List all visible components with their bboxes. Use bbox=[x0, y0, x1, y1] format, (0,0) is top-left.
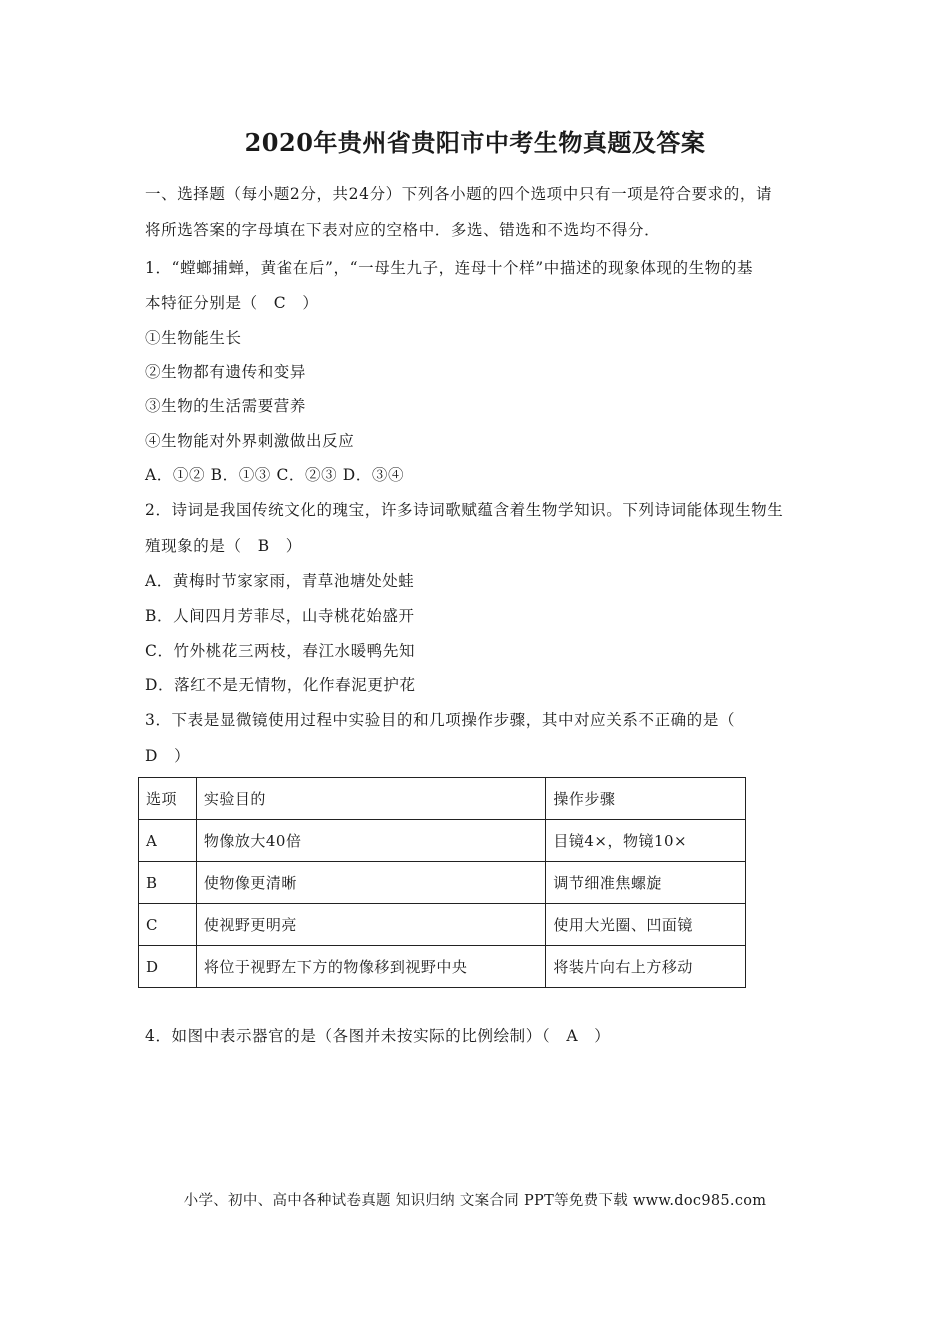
question-4-stem: 4．如图中表示器官的是（各图并未按实际的比例绘制）（ A ） bbox=[145, 1027, 611, 1045]
section-intro-line-2: 将所选答案的字母填在下表对应的空格中．多选、错选和不选均不得分． bbox=[145, 221, 661, 239]
question-1-statement-2: ②生物都有遗传和变异 bbox=[145, 363, 307, 381]
table-cell: A bbox=[139, 820, 197, 862]
question-1-stem-line-2: 本特征分别是（ C ） bbox=[145, 294, 319, 312]
question-1-statement-1: ①生物能生长 bbox=[145, 329, 242, 347]
page-title: 2020年贵州省贵阳市中考生物真题及答案 bbox=[244, 128, 706, 157]
question-2-stem-line-1: 2．诗词是我国传统文化的瑰宝，许多诗词歌赋蕴含着生物学知识。下列诗词能体现生物生 bbox=[145, 501, 784, 519]
question-2-option-b: B．人间四月芳菲尽，山寺桃花始盛开 bbox=[145, 607, 415, 625]
table-cell: 目镜4×，物镜10× bbox=[546, 820, 746, 862]
table-cell: 将位于视野左下方的物像移到视野中央 bbox=[196, 946, 545, 988]
table-cell: 使视野更明亮 bbox=[196, 904, 545, 946]
question-2-option-a: A．黄梅时节家家雨，青草池塘处处蛙 bbox=[145, 572, 415, 590]
table-row bbox=[139, 946, 746, 988]
question-2-option-c: C．竹外桃花三两枝，春江水暖鸭先知 bbox=[145, 642, 416, 660]
table-cell: B bbox=[139, 862, 197, 904]
table-header-cell: 操作步骤 bbox=[546, 778, 746, 820]
table-header-cell: 选项 bbox=[139, 778, 197, 820]
question-1-stem-line-1: 1．“螳螂捕蝉，黄雀在后”，“一母生九子，连母十个样”中描述的现象体现的生物的基 bbox=[145, 259, 754, 277]
table-header-cell: 实验目的 bbox=[196, 778, 545, 820]
table-header-row bbox=[139, 778, 746, 820]
table-cell: 将装片向右上方移动 bbox=[546, 946, 746, 988]
question-2-stem-line-2: 殖现象的是（ B ） bbox=[145, 537, 302, 555]
table-row bbox=[139, 904, 746, 946]
question-1-statement-4: ④生物能对外界刺激做出反应 bbox=[145, 432, 355, 450]
table-cell: D bbox=[139, 946, 197, 988]
question-2-option-d: D．落红不是无情物，化作春泥更护花 bbox=[145, 676, 416, 694]
table-cell: C bbox=[139, 904, 197, 946]
page-footer: 小学、初中、高中各种试卷真题 知识归纳 文案合同 PPT等免费下载 www.doc985.com bbox=[183, 1193, 767, 1209]
microscope-table bbox=[138, 777, 746, 988]
question-1-options: A．①② B．①③ C．②③ D．③④ bbox=[145, 466, 405, 484]
table-cell: 物像放大40倍 bbox=[196, 820, 545, 862]
table-cell: 使物像更清晰 bbox=[196, 862, 545, 904]
question-3-stem-line-1: 3．下表是显微镜使用过程中实验目的和几项操作步骤，其中对应关系不正确的是（ bbox=[145, 711, 736, 729]
question-1-statement-3: ③生物的生活需要营养 bbox=[145, 397, 307, 415]
table-cell: 使用大光圈、凹面镜 bbox=[546, 904, 746, 946]
question-3-stem-line-2: D ） bbox=[145, 747, 191, 765]
table-cell: 调节细准焦螺旋 bbox=[546, 862, 746, 904]
table-row bbox=[139, 820, 746, 862]
section-intro-line-1: 一、选择题（每小题2分，共24分）下列各小题的四个选项中只有一项是符合要求的，请 bbox=[145, 185, 773, 203]
table-row bbox=[139, 862, 746, 904]
